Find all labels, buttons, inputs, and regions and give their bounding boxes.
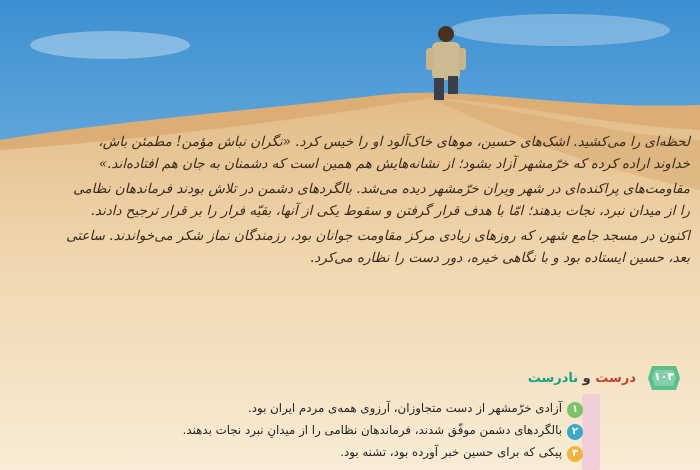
- title-true: درست: [595, 370, 636, 386]
- true-false-list: [126, 394, 686, 470]
- item-number-2: ۲: [567, 424, 583, 440]
- statement-2: بالگردهای دشمن موفّق شدند، فرماندهان نظامی را از میدانِ نبرد نجات بدهند.: [182, 423, 562, 437]
- statement-1: آزادی خرّمشهر از دست متجاوزان، آرزوی همه‌ی مردم ایران بود.: [248, 401, 562, 415]
- true-false-header: [528, 362, 682, 394]
- story-paragraph: مقاومت‌های پراکنده‌ای در شهر ویران خرّمشهر دیده می‌شد. بالگردهای دشمن در تلاش بودند فرماندهان نظامی را از میدان نبرد، نجات بدهند؛ امّا با هدف قرار گرفتن و سقوط یکی از آنها، بقیّه فرار را بر قرار ترجیح دادند.: [73, 181, 690, 219]
- answer-strip: [582, 394, 600, 470]
- title-false: نادرست: [527, 370, 579, 386]
- story-paragraph: اکنون در مسجد جامع شهر، که روزهای زیادی مرکز مقاومت جوانان بود، رزمندگان نماز شکر می‌خواندند. ساعتی بعد، حسین ایستاده بود و با نگاهی خیره، دور دست را نظاره می‌کرد.: [66, 228, 690, 266]
- item-number-3: ۳: [567, 446, 583, 462]
- lesson-badge-icon: [646, 362, 682, 394]
- statement-3: پیکی که برای حسین خبر آورده بود، تشنه بود.: [340, 445, 562, 459]
- story-paragraph: لحظه‌ای را می‌کشید. اشک‌های حسین، موهای خاک‌آلود او را خیس کرد. «نگران نباش مؤمن! مطمئن باش، خداوند اراده کرده که خرّمشهر آزاد بشود؛ از نشانه‌هایش هم همین است که دشمنان به جان هم افتاده‌اند.»: [98, 134, 690, 172]
- lesson-badge-text: ۱۰۳: [653, 370, 675, 383]
- story-text: [60, 132, 690, 269]
- item-number-1: ۱: [567, 402, 583, 418]
- section-title: [528, 371, 636, 386]
- title-and: و: [578, 370, 596, 386]
